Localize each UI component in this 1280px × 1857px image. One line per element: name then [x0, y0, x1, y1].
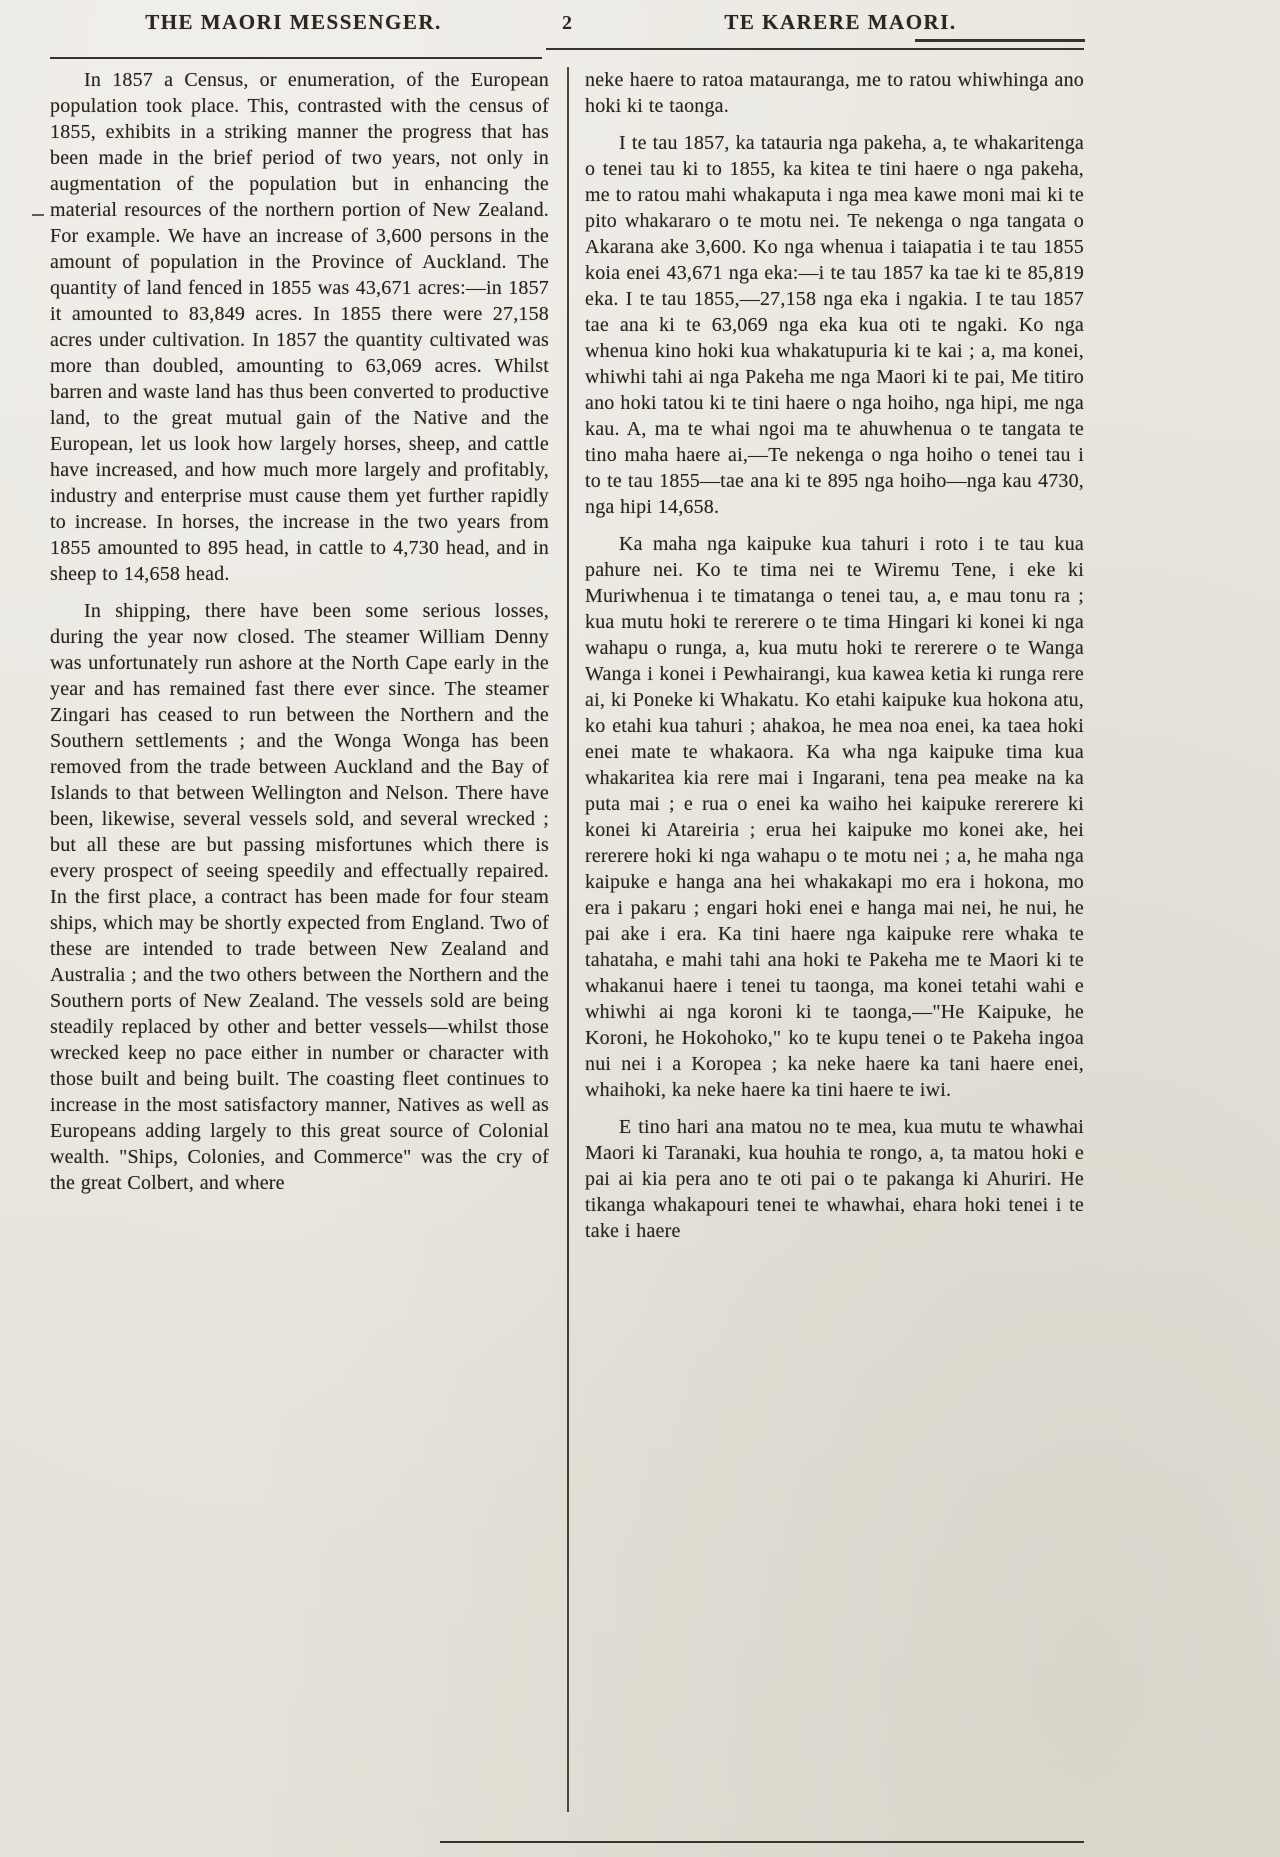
column-divider: [567, 67, 569, 1812]
paragraph: I te tau 1857, ka tatauria nga pakeha, a, te whakaritenga o tenei tau ki to 1855, ka kitea te tini haere o nga pakeha, me to ratou mahi whakaputa i nga mea kawe moni mai ki te pito whakararo o te motu nei. Te nekenga o nga tangata o Akarana ake 3,600. Ko nga whenua i taiapatia i te tau 1855 koia enei 43,671 nga eka:—i te tau 1857 ka tae ki te 85,819 eka. I te tau 1855,—27,158 nga eka i ngakia. I te tau 1857 tae ana ki te 63,069 nga eka kua oti te ngaki. Ko nga whenua kino hoki kua whakatupuria ki te kai ; a, ma konei, whiwhi tahi ai nga Pakeha me nga Maori ki te pai, Me titiro ano hoki tatou ki te tini haere o nga hoiho, nga hipi, me nga kau. A, ma te whai ngoi ma te ahuwhenua o te tangata te tino maha haere ai,—Te nekenga o nga hoiho o tenei tau i to te tau 1855—tae ana ki te 895 nga hoiho—nga kau 4730, nga hipi 14,658.: [585, 132, 1084, 518]
paragraph: Ka maha nga kaipuke kua tahuri i roto i te tau kua pahure nei. Ko te tima nei te Wiremu Tene, i eke ki Muriwhenua i te timatanga o tenei tau, a, e mau tonu ra ; kua mutu hoki te rererere o te tima Hingari ki konei ki nga wahapu o runga, a, kua mutu hoki te rererere o te Wanga Wanga i konei i Pewhairangi, kua kawea ketia ki runga rere ai, ki Poneke ki Whakatu. Ko etahi kaipuke kua hokona atu, ko etahi kua tahuri ; ahakoa, he mea noa enei, ka taea hoki enei mate te whakaora. Ka wha nga kaipuke tima kua whakaritea kia rere mai i Ingarani, tena pea meake na ka puta mai ; e rua o enei ka waiho hei kaipuke rererere ki konei ki Atareiria ; erua hei kaipuke mo konei ake, hei rererere hoki ki nga wahapu o te motu nei ; a, he maha nga kaipuke e hanga ana hei whakakapi mo era i hokona, mo era i pakaru ; engari hoki enei e hanga mai nei, he nui, he pai ake i era. Ka tini haere nga kaipuke rere whaka te tahataha, e mahi tahi ana hoki te Pakeha me te Maori ki te whakanui haere i tenei tu taonga, ma konei tetahi wahi e whiwhi ai nga koroni ki te taonga,—"He Kaipuke, he Koroni, he Hokohoko," ko te kupu tenei o te Pakeha ingoa nui nei i a Koropea ; ka neke haere ka tani haere enei, whaihoki, ka neke haere ka tini haere te iwi.: [585, 533, 1084, 1101]
margin-mark: [32, 214, 44, 216]
header-rule-segment: [915, 39, 1085, 42]
paragraph: In shipping, there have been some serious losses, during the year now closed. The steamer William Denny was unfortunately run ashore at the North Cape early in the year and has remained fast there ever since. The steamer Zingari has ceased to run between the Northern and the Southern settlements ; and the Wonga Wonga has been removed from the trade between Auckland and the Bay of Islands to that between Wellington and Nelson. There have been, likewise, several vessels sold, and several wrecked ; but all these are but passing misfortunes which there is every prospect of seeing speedily and effectually repaired. In the first place, a contract has been made for four steam ships, which may be shortly expected from England. Two of these are intended to trade between New Zealand and Australia ; and the two others between the Northern and the Southern ports of New Zealand. The vessels sold are being steadily replaced by other and better vessels—whilst those wrecked keep no pace either in number or character with those built and being built. The coasting fleet continues to increase in the most satisfactory manner, Natives as well as Europeans adding largely to this great source of Colonial wealth. "Ships, Colonies, and Commerce" was the cry of the great Colbert, and where: [50, 600, 549, 1194]
page-header: [50, 6, 1084, 35]
maori-column: [585, 67, 1084, 1812]
header-rule-right: [546, 48, 1084, 50]
article-columns: [50, 67, 1084, 1812]
masthead-right: TE KARERE MAORI.: [724, 10, 957, 34]
masthead-left: THE MAORI MESSENGER.: [145, 10, 442, 34]
page-number: 2: [562, 12, 572, 34]
paragraph: E tino hari ana matou no te mea, kua mutu te whawhai Maori ki Taranaki, kua houhia te rongo, a, ta matou hoki e pai ai kia pera ano te oti pai o te pakanga ki Ahuriri. He tikanga whakapouri tenei te whawhai, ehara hoki tenei i te take i haere: [585, 1116, 1084, 1242]
header-rule-left: [50, 57, 542, 59]
english-column: [50, 67, 549, 1812]
bottom-rule: [440, 1841, 1084, 1843]
header-rules: [50, 39, 1084, 61]
paragraph: In 1857 a Census, or enumeration, of the European population took place. This, contrasted with the census of 1855, exhibits in a striking manner the progress that has been made in the brief period of two years, not only in augmentation of the population but in enhancing the material resources of the northern portion of New Zealand. For example. We have an increase of 3,600 persons in the amount of population in the Province of Auckland. The quantity of land fenced in 1855 was 43,671 acres:—in 1857 it amounted to 83,849 acres. In 1855 there were 27,158 acres under cultivation. In 1857 the quantity cultivated was more than doubled, amounting to 63,069 acres. Whilst barren and waste land has thus been converted to productive land, to the great mutual gain of the Native and the European, let us look how largely horses, sheep, and cattle have increased, and how much more largely and profitably, industry and enterprise must cause them yet further rapidly to increase. In horses, the increase in the two years from 1855 amounted to 895 head, in cattle to 4,730 head, and in sheep to 14,658 head.: [50, 69, 549, 585]
paragraph: neke haere to ratoa matauranga, me to ratou whiwhinga ano hoki ki te taonga.: [585, 69, 1084, 117]
